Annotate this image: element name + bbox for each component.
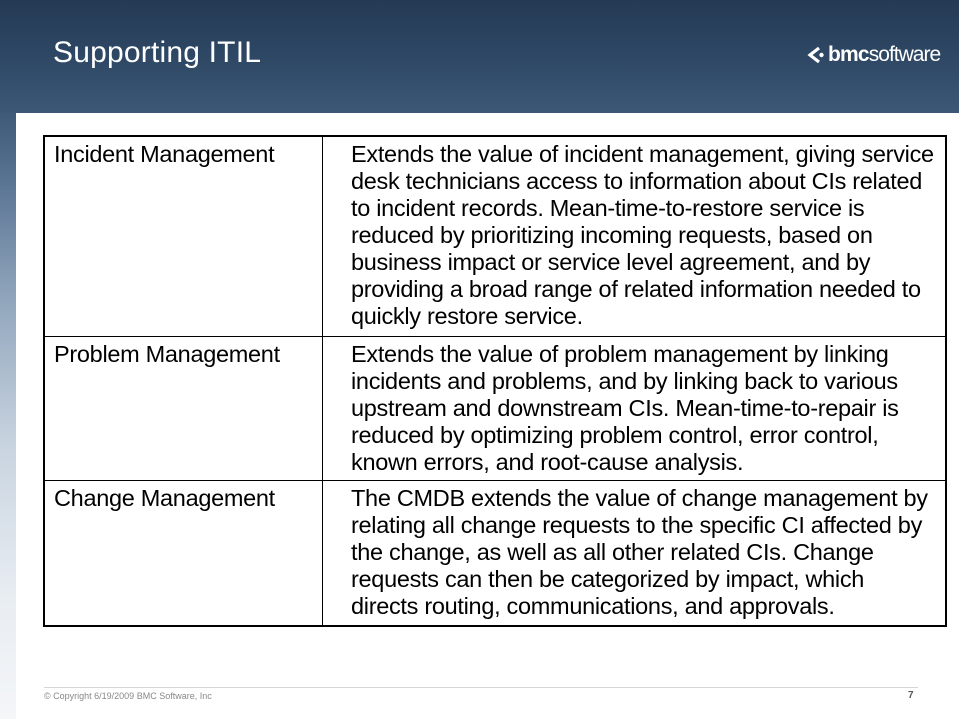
bmc-logo-icon xyxy=(806,45,826,65)
table-row xyxy=(44,336,946,481)
slide-title: Supporting ITIL xyxy=(53,36,262,69)
process-description-cell: Extends the value of problem management by linking incidents and problems, and by linking back to various upstream and downstream CIs. Mean-time-to-repair is reduced by optimizing problem control, error control, known errors, and root-cause analysis. xyxy=(323,336,947,481)
process-name-cell: Problem Management xyxy=(44,336,323,481)
process-description-cell: The CMDB extends the value of change management by relating all change requests to the specific CI affected by the change, as well as all other related CIs. Change requests can then be categorized by impact, which directs routing, communications, and approvals. xyxy=(323,481,947,626)
process-name-cell: Change Management xyxy=(44,481,323,626)
page-number: 7 xyxy=(908,690,914,701)
bmc-software-logo xyxy=(806,42,940,68)
logo-software-text: software xyxy=(868,43,941,66)
process-description-cell: Extends the value of incident management, giving service desk technicians access to information about CIs related to incident records. Mean-time-to-restore service is reduced by prioritizing incoming requests, based on business impact or service level agreement, and by providing a broad range of related information needed to quickly restore service. xyxy=(323,136,947,336)
table-row xyxy=(44,136,946,336)
process-name-cell: Incident Management xyxy=(44,136,323,336)
footer-copyright: © Copyright 6/19/2009 BMC Software, Inc xyxy=(44,691,212,701)
logo-bmc-text: bmc xyxy=(828,43,869,66)
itil-processes-table xyxy=(43,135,947,627)
slide-side-bar xyxy=(0,113,16,719)
footer-divider xyxy=(44,687,918,688)
table-row xyxy=(44,481,946,626)
